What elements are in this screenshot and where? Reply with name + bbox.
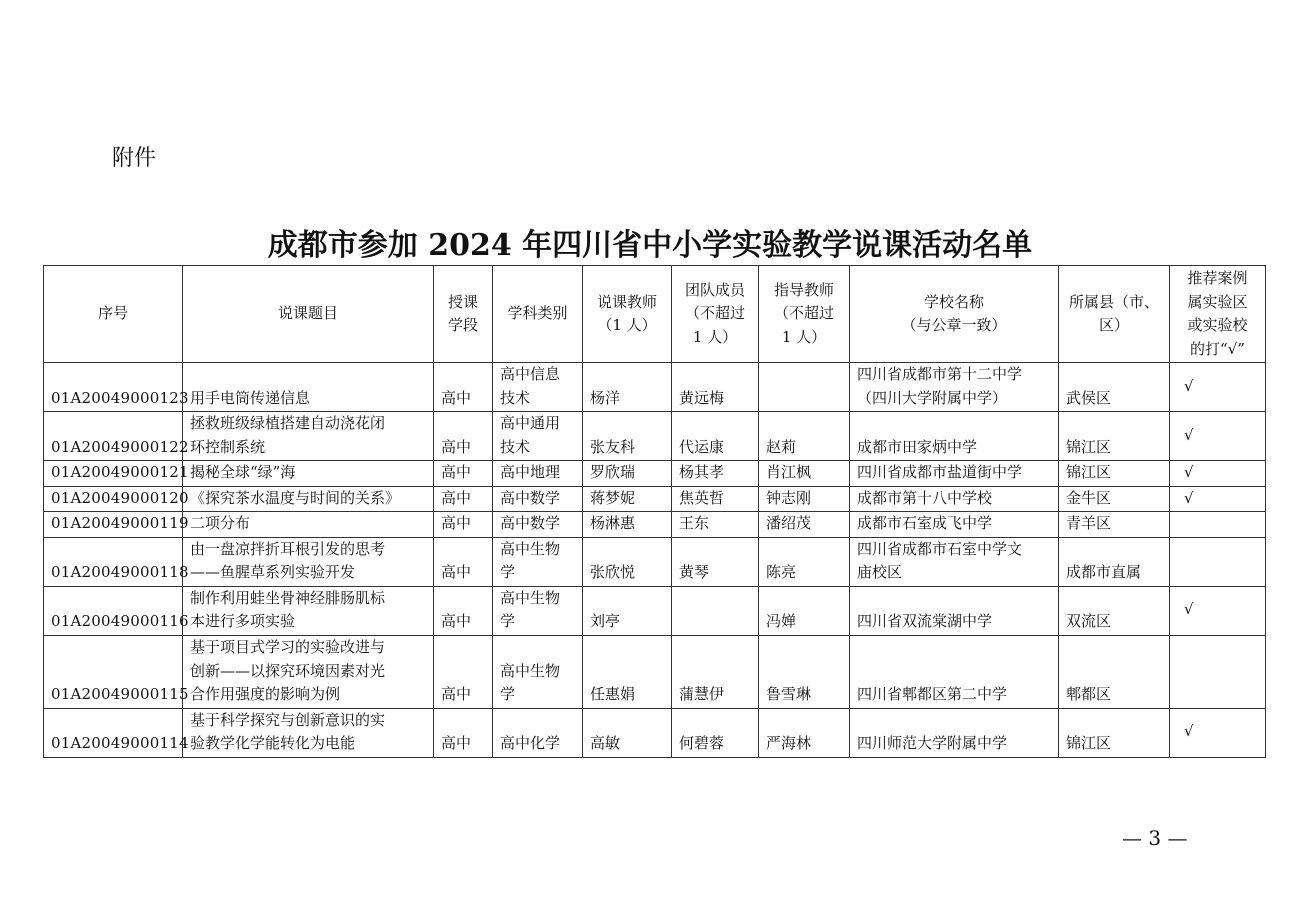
team-member-cell: 杨其孝 <box>672 461 759 487</box>
teacher-cell: 蒋梦妮 <box>583 486 672 512</box>
district-cell: 锦江区 <box>1059 461 1170 487</box>
id-cell: 01A20049000118 <box>44 537 183 586</box>
subject-cell: 高中数学 <box>493 512 583 538</box>
column-header: 团队成员 （不超过 1 人） <box>672 266 759 363</box>
stage-cell: 高中 <box>434 412 493 461</box>
stage-cell: 高中 <box>434 708 493 757</box>
topic-cell: 基于科学探究与创新意识的实 验教学化学能转化为电能 <box>183 708 434 757</box>
team-member-cell: 何碧蓉 <box>672 708 759 757</box>
subject-cell: 高中生物 学 <box>493 537 583 586</box>
table-row <box>44 363 1266 412</box>
stage-cell: 高中 <box>434 486 493 512</box>
column-header: 授课 学段 <box>434 266 493 363</box>
mentor-cell: 钟志刚 <box>759 486 850 512</box>
mentor-cell: 赵莉 <box>759 412 850 461</box>
topic-cell: 基于项目式学习的实验改进与 创新——以探究环境因素对光 合作用强度的影响为例 <box>183 635 434 708</box>
page-number: — 3 — <box>1122 826 1188 850</box>
id-cell: 01A20049000115 <box>44 635 183 708</box>
district-cell: 郫都区 <box>1059 635 1170 708</box>
table-row <box>44 586 1266 635</box>
table-row <box>44 635 1266 708</box>
id-cell: 01A20049000114 <box>44 708 183 757</box>
stage-cell: 高中 <box>434 461 493 487</box>
table-row <box>44 486 1266 512</box>
teacher-cell: 罗欣瑞 <box>583 461 672 487</box>
attachment-label: 附件 <box>112 146 157 171</box>
topic-cell: 拯救班级绿植搭建自动浇花闭 环控制系统 <box>183 412 434 461</box>
stage-cell: 高中 <box>434 635 493 708</box>
check-mark-cell: √ <box>1170 461 1266 487</box>
district-cell: 青羊区 <box>1059 512 1170 538</box>
school-cell: 四川师范大学附属中学 <box>850 708 1059 757</box>
topic-cell: 二项分布 <box>183 512 434 538</box>
table-row <box>44 412 1266 461</box>
mentor-cell: 肖江枫 <box>759 461 850 487</box>
teacher-cell: 任惠娟 <box>583 635 672 708</box>
district-cell: 成都市直属 <box>1059 537 1170 586</box>
subject-cell: 高中生物 学 <box>493 586 583 635</box>
team-member-cell: 黄琴 <box>672 537 759 586</box>
participant-table <box>43 265 1266 758</box>
column-header: 说课教师 （1 人） <box>583 266 672 363</box>
teacher-cell: 张欣悦 <box>583 537 672 586</box>
mentor-cell: 潘绍茂 <box>759 512 850 538</box>
school-cell: 四川省双流棠湖中学 <box>850 586 1059 635</box>
school-cell: 成都市石室成飞中学 <box>850 512 1059 538</box>
column-header: 序号 <box>44 266 183 363</box>
column-header: 学校名称 （与公章一致） <box>850 266 1059 363</box>
teacher-cell: 杨洋 <box>583 363 672 412</box>
table-row <box>44 461 1266 487</box>
column-header: 指导教师 （不超过 1 人） <box>759 266 850 363</box>
school-cell: 四川省郫都区第二中学 <box>850 635 1059 708</box>
school-cell: 四川省成都市石室中学文 庙校区 <box>850 537 1059 586</box>
team-member-cell: 黄远梅 <box>672 363 759 412</box>
team-member-cell: 王东 <box>672 512 759 538</box>
check-mark-cell: √ <box>1170 412 1266 461</box>
stage-cell: 高中 <box>434 537 493 586</box>
id-cell: 01A20049000121 <box>44 461 183 487</box>
school-cell: 成都市第十八中学校 <box>850 486 1059 512</box>
id-cell: 01A20049000120 <box>44 486 183 512</box>
stage-cell: 高中 <box>434 586 493 635</box>
table-row <box>44 537 1266 586</box>
teacher-cell: 刘亭 <box>583 586 672 635</box>
team-member-cell <box>672 586 759 635</box>
team-member-cell: 蒲慧伊 <box>672 635 759 708</box>
subject-cell: 高中信息 技术 <box>493 363 583 412</box>
mentor-cell: 陈亮 <box>759 537 850 586</box>
team-member-cell: 焦英哲 <box>672 486 759 512</box>
subject-cell: 高中数学 <box>493 486 583 512</box>
teacher-cell: 杨淋惠 <box>583 512 672 538</box>
subject-cell: 高中地理 <box>493 461 583 487</box>
topic-cell: 《探究茶水温度与时间的关系》 <box>183 486 434 512</box>
district-cell: 金牛区 <box>1059 486 1170 512</box>
check-mark-cell: √ <box>1170 486 1266 512</box>
id-cell: 01A20049000123 <box>44 363 183 412</box>
header-row <box>44 266 1266 363</box>
mentor-cell: 冯婵 <box>759 586 850 635</box>
check-mark-cell: √ <box>1170 708 1266 757</box>
teacher-cell: 张友科 <box>583 412 672 461</box>
subject-cell: 高中生物 学 <box>493 635 583 708</box>
document-title: 成都市参加 2024 年四川省中小学实验教学说课活动名单 <box>267 228 1033 263</box>
district-cell: 双流区 <box>1059 586 1170 635</box>
check-mark-cell <box>1170 537 1266 586</box>
school-cell: 四川省成都市盐道街中学 <box>850 461 1059 487</box>
mentor-cell: 鲁雪琳 <box>759 635 850 708</box>
id-cell: 01A20049000116 <box>44 586 183 635</box>
topic-cell: 用手电筒传递信息 <box>183 363 434 412</box>
id-cell: 01A20049000122 <box>44 412 183 461</box>
check-mark-cell: √ <box>1170 363 1266 412</box>
teacher-cell: 高敏 <box>583 708 672 757</box>
table-row <box>44 512 1266 538</box>
subject-cell: 高中通用 技术 <box>493 412 583 461</box>
district-cell: 锦江区 <box>1059 412 1170 461</box>
subject-cell: 高中化学 <box>493 708 583 757</box>
table-row <box>44 708 1266 757</box>
mentor-cell: 严海林 <box>759 708 850 757</box>
topic-cell: 揭秘全球“绿”海 <box>183 461 434 487</box>
topic-cell: 制作利用蛙坐骨神经腓肠肌标 本进行多项实验 <box>183 586 434 635</box>
topic-cell: 由一盘凉拌折耳根引发的思考 ——鱼腥草系列实验开发 <box>183 537 434 586</box>
stage-cell: 高中 <box>434 512 493 538</box>
team-member-cell: 代运康 <box>672 412 759 461</box>
check-mark-cell <box>1170 635 1266 708</box>
school-cell: 四川省成都市第十二中学 （四川大学附属中学） <box>850 363 1059 412</box>
column-header: 说课题目 <box>183 266 434 363</box>
school-cell: 成都市田家炳中学 <box>850 412 1059 461</box>
column-header: 学科类别 <box>493 266 583 363</box>
column-header: 所属县（市、 区） <box>1059 266 1170 363</box>
id-cell: 01A20049000119 <box>44 512 183 538</box>
mentor-cell <box>759 363 850 412</box>
district-cell: 武侯区 <box>1059 363 1170 412</box>
check-mark-cell: √ <box>1170 586 1266 635</box>
district-cell: 锦江区 <box>1059 708 1170 757</box>
stage-cell: 高中 <box>434 363 493 412</box>
check-mark-cell <box>1170 512 1266 538</box>
column-header: 推荐案例 属实验区 或实验校 的打“√” <box>1170 266 1266 363</box>
